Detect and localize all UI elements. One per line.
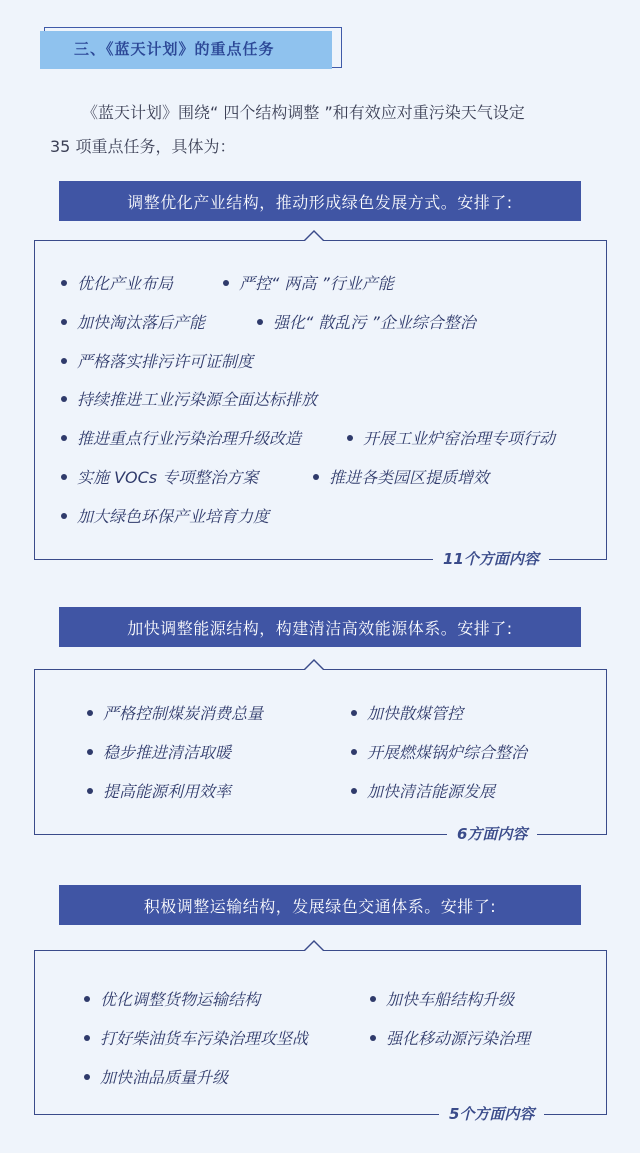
section-2-banner: 加快调整能源结构，构建清洁高效能源体系。安排了: xyxy=(59,607,581,647)
list-item: 优化调整货物运输结构 xyxy=(84,987,260,1010)
pointer-notch xyxy=(303,230,325,241)
item-count-label: 11个方面内容 xyxy=(433,548,549,569)
list-item: 打好柴油货车污染治理攻坚战 xyxy=(84,1026,308,1049)
bullet-icon xyxy=(61,474,67,480)
intro-line-1: 《蓝天计划》围绕“ 四个结构调整 ”和有效应对重污染天气设定 xyxy=(82,103,525,122)
section-1-banner: 调整优化产业结构，推动形成绿色发展方式。安排了: xyxy=(59,181,581,221)
bullet-icon xyxy=(370,1035,376,1041)
list-item: 开展工业炉窑治理专项行动 xyxy=(347,426,555,449)
list-item: 强化移动源污染治理 xyxy=(370,1026,530,1049)
list-item: 实施 VOCs 专项整治方案 xyxy=(61,465,258,488)
bullet-icon xyxy=(84,1035,90,1041)
list-item: 开展燃煤锅炉综合整治 xyxy=(351,740,527,763)
list-item: 持续推进工业污染源全面达标排放 xyxy=(61,387,317,410)
list-item: 严格控制煤炭消费总量 xyxy=(87,701,263,724)
bullet-icon xyxy=(61,513,67,519)
list-item: 严格落实排污许可证制度 xyxy=(61,349,253,372)
bullet-icon xyxy=(84,1074,90,1080)
bullet-icon xyxy=(351,710,357,716)
bullet-icon xyxy=(351,788,357,794)
list-item: 加快淘汰落后产能 xyxy=(61,310,205,333)
bullet-icon xyxy=(61,358,67,364)
bullet-icon xyxy=(351,749,357,755)
bullet-icon xyxy=(87,710,93,716)
bullet-icon xyxy=(87,749,93,755)
bullet-icon xyxy=(61,396,67,402)
item-count-label: 6方面内容 xyxy=(447,823,537,844)
bullet-icon xyxy=(370,996,376,1002)
list-item: 加快散煤管控 xyxy=(351,701,463,724)
list-item: 提高能源利用效率 xyxy=(87,779,231,802)
section-title: 三、《蓝天计划》的重点任务 xyxy=(74,40,275,58)
section-1-box xyxy=(34,240,607,568)
list-item: 加快车船结构升级 xyxy=(370,987,514,1010)
bullet-icon xyxy=(61,319,67,325)
pointer-notch xyxy=(303,940,325,951)
bullet-icon xyxy=(87,788,93,794)
intro-paragraph xyxy=(50,96,600,164)
list-item: 推进重点行业污染治理升级改造 xyxy=(61,426,301,449)
bullet-icon xyxy=(223,280,229,286)
bullet-icon xyxy=(257,319,263,325)
bullet-icon xyxy=(347,435,353,441)
list-item: 加大绿色环保产业培育力度 xyxy=(61,504,269,527)
list-item: 推进各类园区提质增效 xyxy=(313,465,489,488)
section-3-banner: 积极调整运输结构，发展绿色交通体系。安排了: xyxy=(59,885,581,925)
bullet-icon xyxy=(61,280,67,286)
bullet-icon xyxy=(84,996,90,1002)
pointer-notch xyxy=(303,659,325,670)
section-title-block xyxy=(40,25,342,70)
intro-line-2: 35 项重点任务，具体为： xyxy=(50,137,236,156)
list-item: 稳步推进清洁取暖 xyxy=(87,740,231,763)
list-item: 优化产业布局 xyxy=(61,271,173,294)
section-2-box xyxy=(34,669,607,843)
item-count-label: 5个方面内容 xyxy=(439,1103,544,1124)
list-item: 加快油品质量升级 xyxy=(84,1065,228,1088)
list-item: 加快清洁能源发展 xyxy=(351,779,495,802)
list-item: 强化“ 散乱污 ”企业综合整治 xyxy=(257,310,476,333)
bullet-icon xyxy=(61,435,67,441)
section-3-box xyxy=(34,950,607,1123)
bullet-icon xyxy=(313,474,319,480)
list-item: 严控“ 两高 ”行业产能 xyxy=(223,271,394,294)
